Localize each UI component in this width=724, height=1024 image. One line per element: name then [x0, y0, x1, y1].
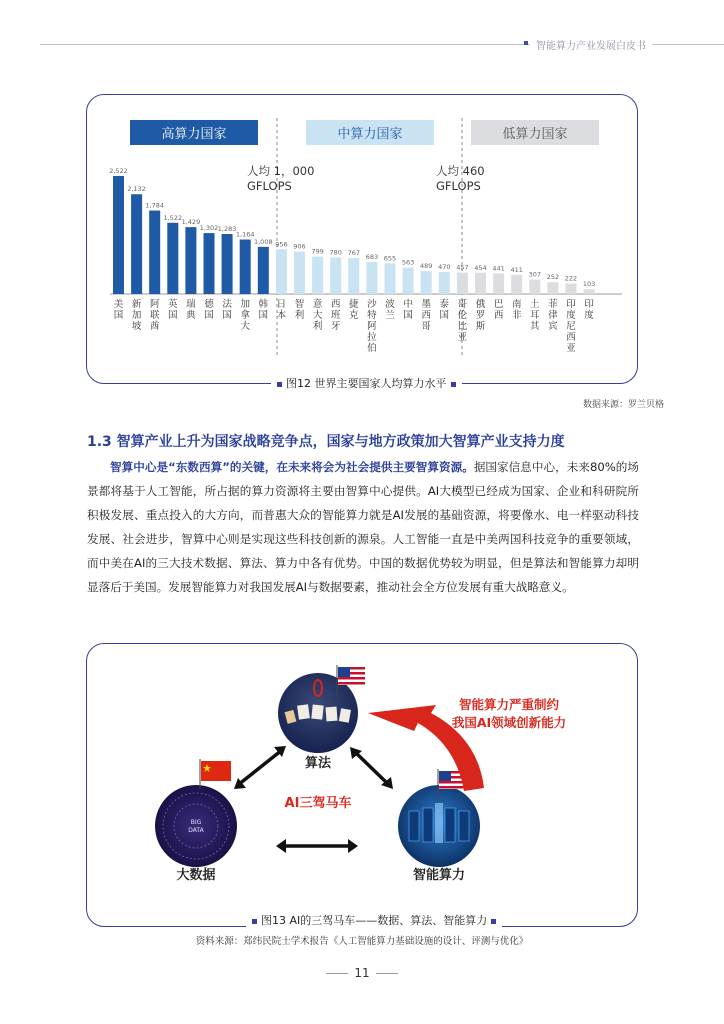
bar-2	[149, 211, 160, 294]
bar-6	[222, 234, 233, 294]
bar-26	[584, 289, 595, 294]
category-label-21: 巴西	[493, 299, 504, 321]
bar-value-label-25: 222	[564, 274, 578, 283]
bar-18	[439, 272, 450, 294]
bar-value-label-7: 1,164	[235, 230, 255, 239]
bar-value-label-21: 441	[492, 264, 505, 273]
bar-15	[385, 263, 396, 294]
category-label-25: 印度尼西亚	[566, 299, 576, 354]
double-arrow-algo-compute	[350, 747, 393, 789]
category-label-4: 瑞典	[186, 299, 196, 321]
section-body-text: 据国家信息中心，未来80%的场景都将基于人工智能，所占据的算力资源将主要由智算中心提供。AI大模型已经成为国家、企业和科研院所积极发展、重点投入的大方向，而普惠大众的智能算力就是AI发展的基础资源，将要像水、电一样驱动科技发展、社会进步，智算中心则是实现这些科技创新的源泉。人工智能一直是中美两国科技竞争的重要领域，而中美在AI的三大技术数据、算法、算力中各有优势。中国的数据优势较为明显，但是算法和智能算力却明显落后于美国。发展智能算力对我国发展AI与数据要素，推动社会全方位发展有重大战略意义。	[87, 460, 639, 594]
annotation-1000-unit: GFLOPS	[247, 179, 292, 193]
annotation-1000: 人均 1，000	[247, 164, 315, 178]
category-label-26: 印度	[584, 299, 594, 321]
big-data-text-2: DATA	[188, 827, 204, 834]
category-label-16: 中国	[403, 299, 413, 321]
category-label-13: 捷克	[349, 299, 359, 321]
bar-value-label-22: 411	[510, 265, 523, 274]
category-label-9: 日本	[276, 299, 287, 321]
bar-13	[348, 258, 359, 294]
section-lead: 智算中心是“东数西算”的关键，在未来将会为社会提供主要智算资源。	[110, 460, 474, 474]
bar-value-label-23: 307	[528, 270, 542, 279]
compute-label: 智能算力	[412, 868, 466, 883]
double-arrow-data-algo	[234, 746, 286, 789]
bar-value-label-17: 489	[419, 262, 433, 271]
category-label-6: 法国	[222, 299, 232, 321]
bar-17	[421, 271, 432, 294]
bar-value-label-19: 457	[456, 263, 469, 272]
category-label-5: 德国	[204, 299, 214, 321]
bar-22	[511, 275, 522, 294]
bar-value-label-3: 1,522	[163, 213, 183, 222]
category-label-1: 新加坡	[131, 299, 142, 332]
group-label-mid: 中算力国家	[337, 127, 403, 142]
annotation-460: 人均 460	[436, 164, 485, 178]
bar-10	[294, 252, 305, 294]
callout-line-1: 智能算力严重制约	[458, 697, 560, 712]
bar-24	[547, 282, 558, 294]
ai-troika-label: AI三驾马车	[284, 796, 352, 811]
bar-16	[403, 268, 414, 294]
figure12-source: 数据来源：罗兰贝格	[582, 400, 664, 410]
section-title: 1.3 智算产业上升为国家战略竞争点，国家与地方政策加大智算产业支持力度	[87, 434, 565, 450]
page-number: 11	[0, 966, 724, 980]
category-label-18: 泰国	[439, 299, 450, 321]
double-arrow-data-compute	[276, 839, 358, 853]
bar-11	[312, 257, 323, 294]
algorithm-label: 算法	[304, 756, 332, 771]
bar-value-label-9: 956	[275, 240, 288, 249]
bar-value-label-6: 1,283	[217, 224, 237, 233]
bar-0	[113, 176, 124, 294]
bar-value-label-10: 906	[293, 242, 306, 251]
category-label-7: 加拿大	[240, 299, 250, 332]
bar-group	[109, 167, 595, 354]
bar-19	[457, 273, 468, 294]
callout-line-2: 我国AI领域创新能力	[451, 715, 567, 730]
bar-value-label-18: 470	[438, 263, 451, 272]
bar-value-label-26: 103	[582, 280, 596, 289]
bar-4	[185, 227, 196, 294]
bar-5	[204, 233, 215, 294]
bar-value-label-4: 1,429	[181, 218, 201, 227]
bar-8	[258, 247, 269, 294]
big-data-text-1: BIG	[190, 819, 202, 826]
category-label-24: 菲律宾	[548, 299, 558, 332]
bar-23	[529, 280, 540, 294]
bar-value-label-15: 655	[383, 254, 397, 263]
figure13-diagram	[86, 643, 638, 908]
category-label-20: 俄罗斯	[475, 299, 486, 332]
big-data-node-circle	[155, 785, 237, 867]
figure12-caption: 图12 世界主要国家人均算力水平	[271, 375, 462, 391]
bar-1	[131, 194, 142, 294]
figure12-chart	[86, 94, 638, 374]
category-label-11: 意大利	[312, 299, 323, 332]
bar-value-label-1: 2,132	[127, 185, 146, 194]
bar-value-label-20: 454	[474, 263, 487, 272]
bar-value-label-14: 683	[365, 253, 379, 262]
bar-value-label-2: 1,784	[145, 201, 165, 210]
china-flag-icon	[200, 759, 231, 789]
bar-3	[167, 223, 178, 294]
bar-value-label-24: 252	[546, 273, 560, 282]
bar-20	[475, 273, 486, 294]
category-label-8: 韩国	[258, 299, 269, 321]
bar-value-label-11: 799	[311, 247, 324, 256]
category-label-19: 哥伦比亚	[457, 299, 468, 343]
section-body	[87, 455, 639, 599]
bar-value-label-16: 563	[401, 258, 415, 267]
bar-12	[330, 258, 341, 294]
group-label-high: 高算力国家	[161, 127, 227, 142]
big-data-label: 大数据	[176, 868, 216, 883]
figure13-source: 资料来源：郑纬民院士学术报告《人工智能算力基础设施的设计、评测与优化》	[195, 936, 529, 947]
category-label-14: 沙特阿拉伯	[367, 299, 377, 354]
category-label-2: 阿联酋	[149, 299, 160, 332]
bar-25	[566, 284, 577, 294]
figure13-caption: 图13 AI的三驾马车——数据、算法、智能算力	[246, 912, 502, 928]
header-title: 智能算力产业发展白皮书	[530, 37, 652, 52]
category-label-0: 美国	[113, 299, 124, 321]
bar-value-label-5: 1,302	[199, 224, 219, 233]
category-label-15: 波兰	[385, 299, 395, 321]
bar-21	[493, 273, 504, 294]
category-label-17: 墨西哥	[421, 299, 431, 332]
bar-value-label-0: 2,522	[109, 167, 128, 175]
group-label-low: 低算力国家	[502, 127, 568, 142]
annotation-460-unit: GFLOPS	[436, 179, 481, 193]
category-label-23: 土耳其	[530, 299, 540, 332]
category-label-10: 智利	[294, 299, 305, 321]
bar-7	[240, 240, 251, 294]
bar-9	[276, 249, 287, 294]
category-label-22: 南非	[511, 299, 522, 321]
bar-value-label-13: 767	[347, 249, 361, 258]
bar-value-label-8: 1,008	[253, 237, 273, 246]
bar-value-label-12: 780	[329, 248, 342, 257]
category-label-12: 西班牙	[330, 299, 341, 332]
category-label-3: 英国	[168, 299, 178, 321]
bar-14	[366, 262, 377, 294]
